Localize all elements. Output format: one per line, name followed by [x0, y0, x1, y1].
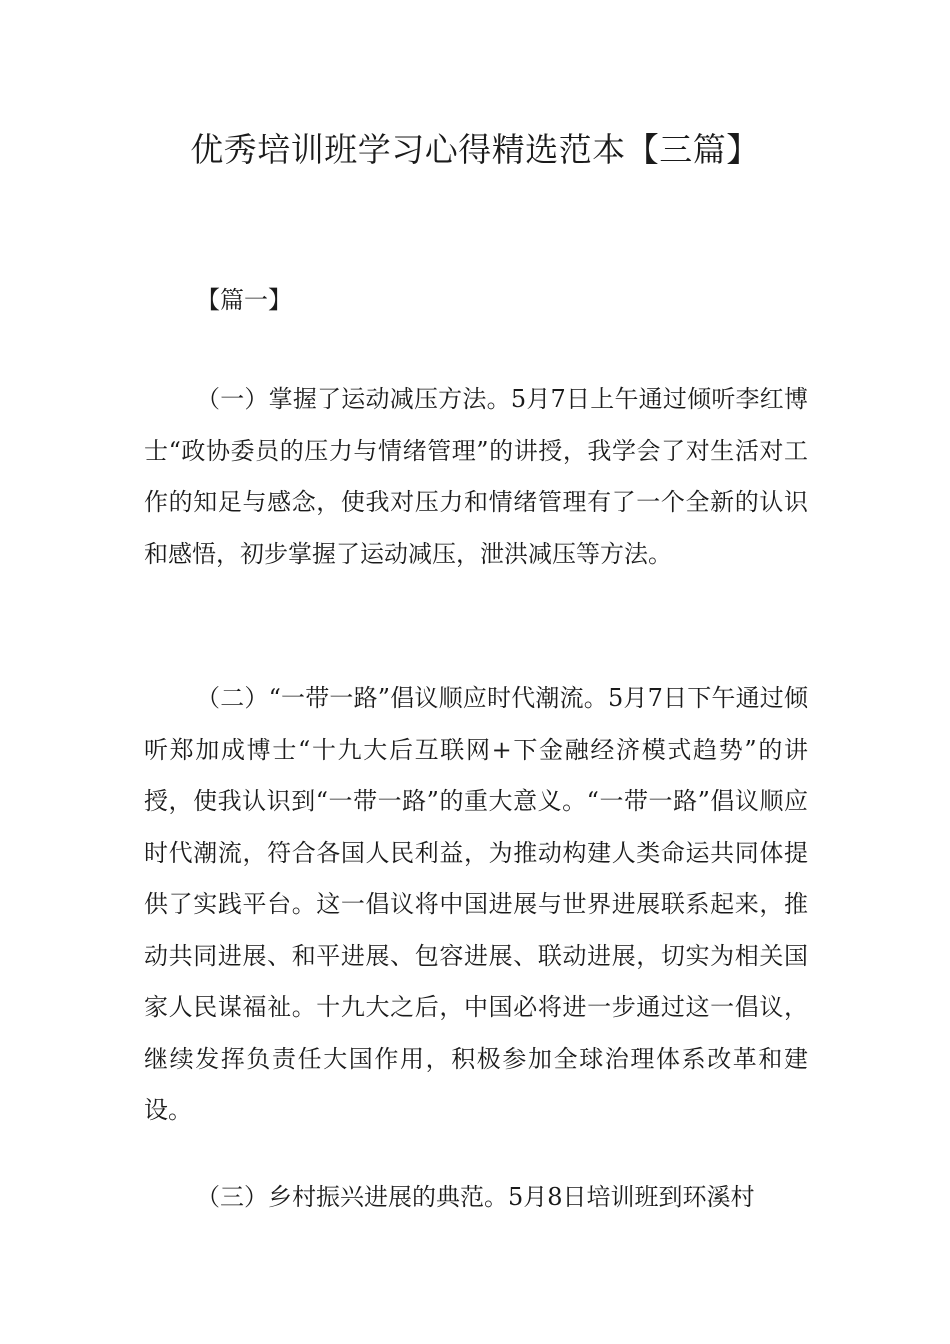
- document-title: 优秀培训班学习心得精选范本【三篇】: [190, 130, 760, 169]
- section-label: 【篇一】: [196, 286, 292, 314]
- paragraph-3: （三）乡村振兴进展的典范。5月8日培训班到环溪村: [196, 1183, 755, 1211]
- paragraph-1: （一）掌握了运动减压方法。5月7日上午通过倾听李红博士“政协委员的压力与情绪管理”的讲授，我学会了对生活对工作的知足与感念，使我对压力和情绪管理有了一个全新的认识和感悟，初步掌握了运动减压，泄洪减压等方法。: [144, 385, 808, 568]
- paragraph-2: （二）“一带一路”倡议顺应时代潮流。5月7日下午通过倾听郑加成博士“十九大后互联网+下金融经济模式趋势”的讲授，使我认识到“一带一路”的重大意义。“一带一路”倡议顺应时代潮流，符合各国人民利益，为推动构建人类命运共同体提供了实践平台。这一倡议将中国进展与世界进展联系起来，推动共同进展、和平进展、包容进展、联动进展，切实为相关国家人民谋福祉。十九大之后，中国必将进一步通过这一倡议，继续发挥负责任大国作用，积极参加全球治理体系改革和建设。: [144, 684, 808, 1124]
